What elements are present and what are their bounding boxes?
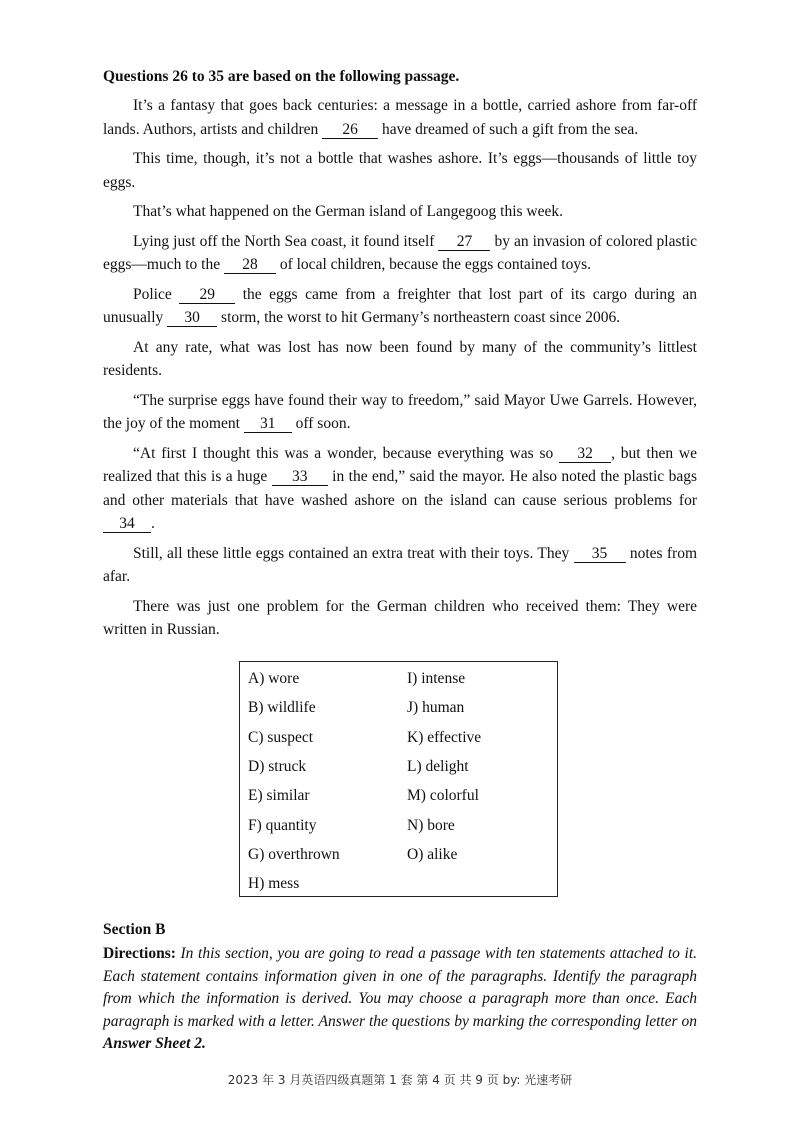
blank-30: 30 [167,309,217,327]
option-k: K) effective [407,729,482,746]
blank-26: 26 [322,121,378,139]
paragraph-4 [103,230,697,277]
text: Police [133,285,172,303]
option-c: C) suspect [248,729,314,746]
paragraph-2: This time, though, it’s not a bottle that washes ashore. It’s eggs—thousands of little toy eggs. [103,150,697,191]
text: in the end,” said the mayor. He also noted the plastic bags and other materials that have washed ashore on the island can cause serious problems for [103,468,698,509]
blank-31: 31 [244,415,292,433]
text: Still, all these little eggs contained an extra treat with their toys. They [133,544,570,562]
option-j: J) human [407,699,465,716]
option-n: N) bore [407,817,455,834]
passage-section [103,66,697,648]
directions [103,943,697,1056]
paragraph-5 [103,283,697,330]
text: “The surprise eggs have found their way to freedom,” said Mayor Uwe Garrels. However, the joy of the moment [103,391,697,432]
text: , but then we realized that this is a huge [103,444,698,485]
text: by an invasion of colored plastic eggs—much to the [103,232,698,273]
blank-33: 33 [272,468,328,486]
text: the eggs came from a freighter that lost part of its cargo during an unusually [103,285,698,326]
option-m: M) colorful [407,787,479,804]
option-i: I) intense [407,670,466,687]
option-g: G) overthrown [248,846,340,863]
text: notes from afar. [103,544,697,585]
text: . [151,515,155,532]
option-f: F) quantity [248,817,317,834]
directions-text: In this section, you are going to read a passage with ten statements attached to it. Each statement contains information given in one of the paragraphs. Identify the paragraph from which the information is derived. You may choose a paragraph more than once. Each paragraph is marked with a letter. Answer the questions by marking the corresponding letter on [103,945,697,1030]
text: It’s a fantasy that goes back centuries: a message in a bottle, carried ashore from far-off lands. Authors, artists and children [103,97,697,138]
text: have dreamed of such a gift from the sea. [382,120,639,138]
option-e: E) similar [248,787,310,804]
option-d: D) struck [248,758,307,775]
text: of local children, because the eggs contained toys. [279,256,592,273]
option-b: B) wildlife [248,699,316,716]
blank-32: 32 [559,445,611,463]
section-b [103,919,697,1056]
blank-34: 34 [103,515,151,533]
paragraph-10: There was just one problem for the German children who received them: They were written in Russian. [103,597,697,638]
option-o: O) alike [407,846,458,863]
paragraph-6: At any rate, what was lost has now been found by many of the community’s littlest residents. [103,338,697,379]
paragraph-9 [103,542,697,589]
text: Lying just off the North Sea coast, it found itself [133,232,435,250]
blank-35: 35 [574,545,626,563]
blank-28: 28 [224,256,276,274]
text: storm, the worst to hit Germany’s northeastern coast since 2006. [221,309,621,326]
paragraph-8 [103,442,697,536]
option-h: H) mess [248,875,300,892]
word-bank-box [239,661,558,897]
directions-label: Directions: [103,945,176,962]
blank-29: 29 [179,286,235,304]
questions-heading: Questions 26 to 35 are based on the following passage. [103,68,460,85]
text: “At first I thought this was a wonder, because everything was so [133,444,554,462]
option-l: L) delight [407,758,469,775]
section-b-title: Section B [103,921,166,938]
text: off soon. [295,415,351,432]
answer-sheet-ref: Answer Sheet 2. [103,1035,206,1052]
paragraph-3: That’s what happened on the German island of Langegoog this week. [133,203,564,220]
paragraph-1 [103,94,697,141]
paragraph-7 [103,389,697,436]
page-footer: 2023 年 3 月英语四级真题第 1 套 第 4 页 共 9 页 by: 光速考研 [227,1073,573,1087]
option-a: A) wore [248,670,300,687]
blank-27: 27 [438,233,490,251]
